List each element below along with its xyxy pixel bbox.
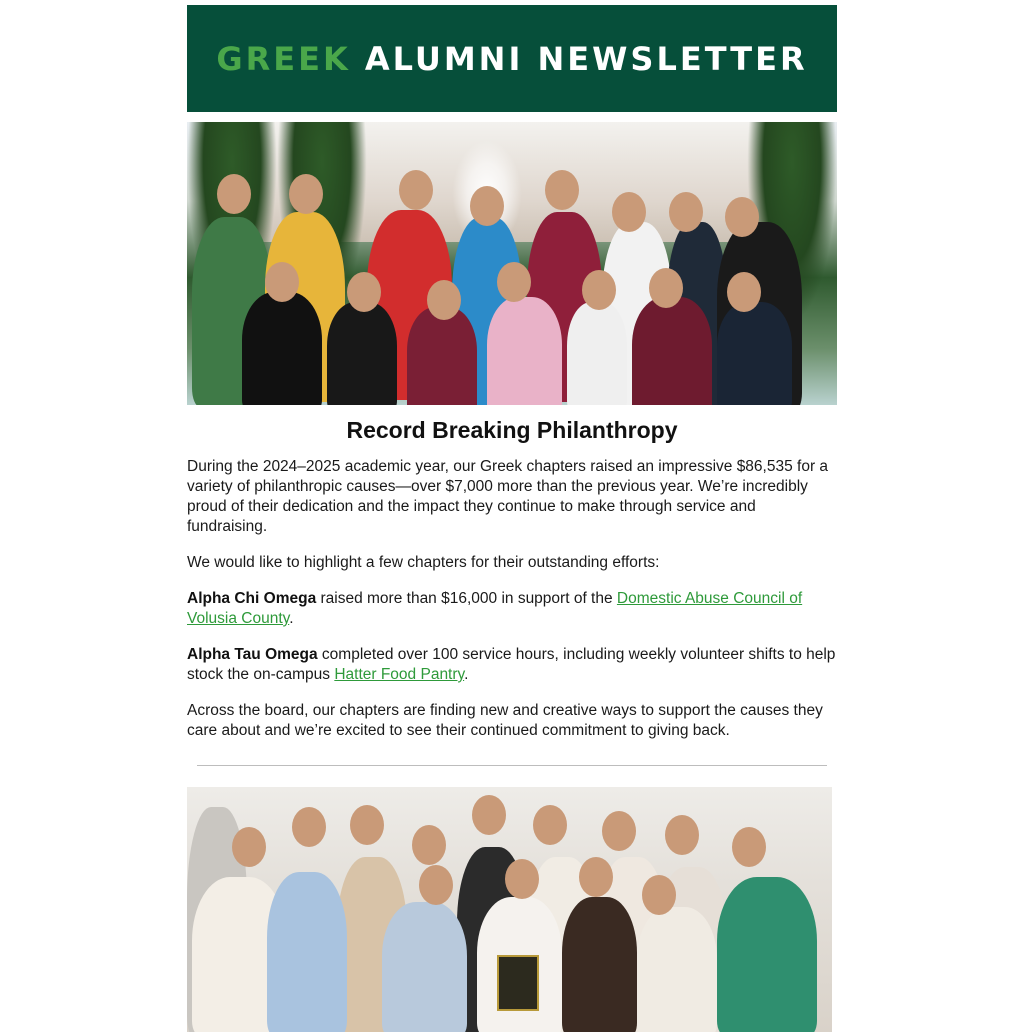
banner-accent-text: GREEK	[216, 39, 351, 78]
photo-head	[399, 170, 433, 210]
domestic-abuse-council-link[interactable]: Domestic Abuse Council of Volusia County	[187, 590, 803, 627]
photo-person	[327, 302, 397, 405]
newsletter-banner	[187, 5, 837, 112]
photo-head	[642, 875, 676, 915]
photo-head	[217, 174, 251, 214]
photo-head	[582, 270, 616, 310]
chapter-name: Alpha Chi Omega	[187, 590, 317, 607]
highlight-end: .	[289, 610, 294, 627]
photo-head	[533, 805, 567, 845]
highlight-text: completed over 100 service hours, including weekly volunteer shifts to help stock the on-campus	[187, 646, 836, 683]
photo-person	[717, 877, 817, 1032]
article-title: Record Breaking Philanthropy	[346, 417, 678, 443]
photo-head	[427, 280, 461, 320]
photo-head	[497, 262, 531, 302]
section-divider	[197, 765, 827, 766]
photo-head	[412, 825, 446, 865]
highlight-end: .	[464, 666, 469, 683]
photo-head	[727, 272, 761, 312]
photo-person	[487, 297, 562, 405]
photo-head	[725, 197, 759, 237]
photo-head	[732, 827, 766, 867]
article-closing: Across the board, our chapters are finding new and creative ways to support the causes they care about and we’re excited to see their continued commitment to giving back.	[187, 702, 823, 739]
photo-head	[289, 174, 323, 214]
highlight-item-alpha-chi-omega	[187, 589, 837, 629]
hatter-food-pantry-link[interactable]: Hatter Food Pantry	[334, 666, 465, 683]
article-highlight-intro: We would like to highlight a few chapters for their outstanding efforts:	[187, 554, 660, 571]
photo-head	[232, 827, 266, 867]
photo-person	[717, 302, 792, 405]
photo-person	[637, 907, 717, 1032]
photo-person	[562, 897, 637, 1032]
photo-person	[632, 297, 712, 405]
photo-head	[612, 192, 646, 232]
photo-head	[350, 805, 384, 845]
photo-head	[265, 262, 299, 302]
photo-person	[242, 292, 322, 405]
chapter-group-photo	[187, 122, 837, 405]
photo-person	[567, 302, 627, 405]
article-intro: During the 2024–2025 academic year, our Greek chapters raised an impressive $86,535 for a variety of philanthropic causes—over $7,000 more than the previous year. We’re incredibly proud of their dedication and the impact they continue to make through service and fundraising.	[187, 458, 829, 535]
photo-head	[669, 192, 703, 232]
photo-head	[665, 815, 699, 855]
award-group-photo	[187, 787, 832, 1032]
banner-title-text: ALUMNI NEWSLETTER	[364, 39, 808, 78]
photo-person	[382, 902, 467, 1032]
photo-head	[472, 795, 506, 835]
photo-head	[505, 859, 539, 899]
photo-head	[579, 857, 613, 897]
photo-person	[407, 307, 477, 405]
photo-head	[545, 170, 579, 210]
chapter-name: Alpha Tau Omega	[187, 646, 318, 663]
photo-head	[419, 865, 453, 905]
photo-head	[347, 272, 381, 312]
highlight-text: raised more than $16,000 in support of the	[316, 590, 617, 607]
photo-person	[267, 872, 347, 1032]
photo-head	[292, 807, 326, 847]
newsletter	[187, 5, 837, 1032]
highlight-item-alpha-tau-omega	[187, 645, 837, 685]
award-plaque	[497, 955, 539, 1011]
photo-head	[470, 186, 504, 226]
photo-head	[602, 811, 636, 851]
photo-head	[649, 268, 683, 308]
